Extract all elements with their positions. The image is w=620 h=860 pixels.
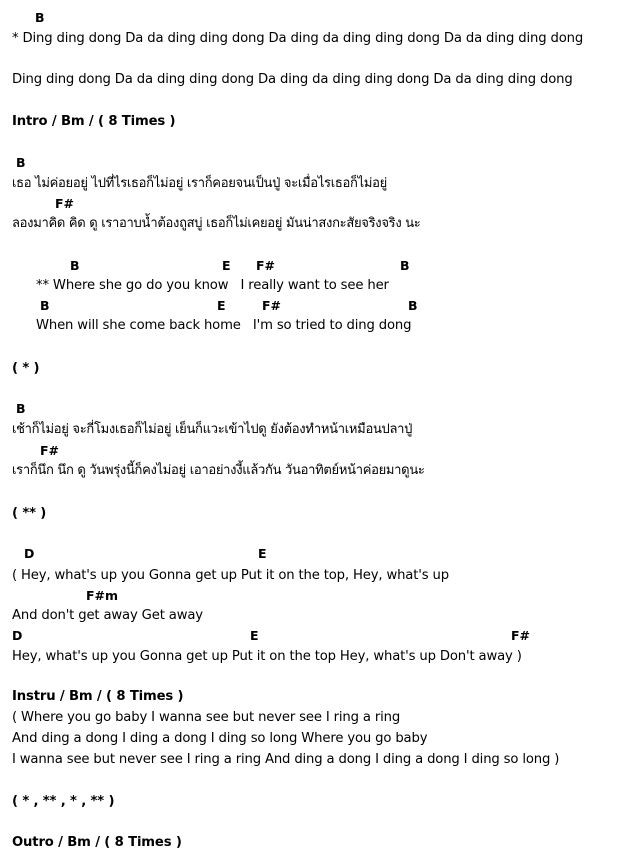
lyric-line: ( Hey, what's up you Gonna get up Put it on the top, Hey, what's up [12, 568, 449, 583]
chord: F# [256, 258, 276, 273]
chord: E [222, 258, 231, 273]
chord: B [16, 401, 26, 416]
lyric-line: And ding a dong I ding a dong I ding so long Where you go baby [12, 731, 428, 746]
chord: F# [262, 298, 282, 313]
lyric-line: When will she come back home I'm so tried to ding dong [36, 318, 412, 333]
lyric-line: เธอ ไม่ค่อยอยู่ ไปที่ไรเธอก็ไม่อยู่ เราก็คอยจนเป็นปู่ จะเมื่อไรเธอก็ไม่อยู่ [12, 176, 387, 191]
lyric-line: ( Where you go baby I wanna see but never see I ring a ring [12, 710, 401, 725]
lyric-line: I wanna see but never see I ring a ring And ding a dong I ding a dong I ding so long ) [12, 752, 560, 767]
section-heading-intro: Intro / Bm / ( 8 Times ) [12, 114, 176, 129]
repeat-marker: ( * ) [12, 361, 40, 376]
section-heading-outro: Outro / Bm / ( 8 Times ) [12, 835, 182, 850]
chord: B [400, 258, 410, 273]
lyric-line: เราก็นึก นึก ดู วันพรุ่งนี้ก็คงไม่อยู่ เอาอย่างงี้แล้วกัน วันอาทิตย์หน้าค่อยมาดูนะ [12, 463, 425, 478]
lyric-line: ลองมาคิด คิด ดู เราอาบน้ำต้องถูสบู่ เธอก็ไม่เคยอยู่ มันน่าสงกะสัยจริงจริง นะ [12, 216, 421, 231]
chord: B [40, 298, 50, 313]
repeat-marker: ( ** ) [12, 506, 47, 521]
chord: F# [40, 443, 60, 458]
lyric-line: And don't get away Get away [12, 608, 203, 623]
lyric-line: * Ding ding dong Da da ding ding dong Da ding da ding ding dong Da da ding ding dong [12, 31, 584, 46]
section-heading-instru: Instru / Bm / ( 8 Times ) [12, 689, 184, 704]
chord: F# [55, 196, 75, 211]
chord: F# [511, 628, 531, 643]
chord: D [24, 546, 35, 561]
lyric-line: เช้าก็ไม่อยู่ จะกี่โมงเธอก็ไม่อยู่ เย็นก็แวะเข้าไปดู ยังต้องทำหน้าเหมือนปลาปู่ [12, 422, 413, 437]
chord: B [35, 10, 45, 25]
lyric-line: Hey, what's up you Gonna get up Put it on the top Hey, what's up Don't away ) [12, 649, 522, 664]
chord: F#m [86, 588, 119, 603]
chord: E [250, 628, 259, 643]
repeat-marker: ( * , ** , * , ** ) [12, 794, 115, 809]
chord: E [217, 298, 226, 313]
chord: B [408, 298, 418, 313]
chord: E [258, 546, 267, 561]
lyric-line: ** Where she go do you know I really want to see her [36, 278, 389, 293]
lyric-line: Ding ding dong Da da ding ding dong Da ding da ding ding dong Da da ding ding dong [12, 72, 573, 87]
chord: B [70, 258, 80, 273]
chord: B [16, 155, 26, 170]
chord: D [12, 628, 23, 643]
